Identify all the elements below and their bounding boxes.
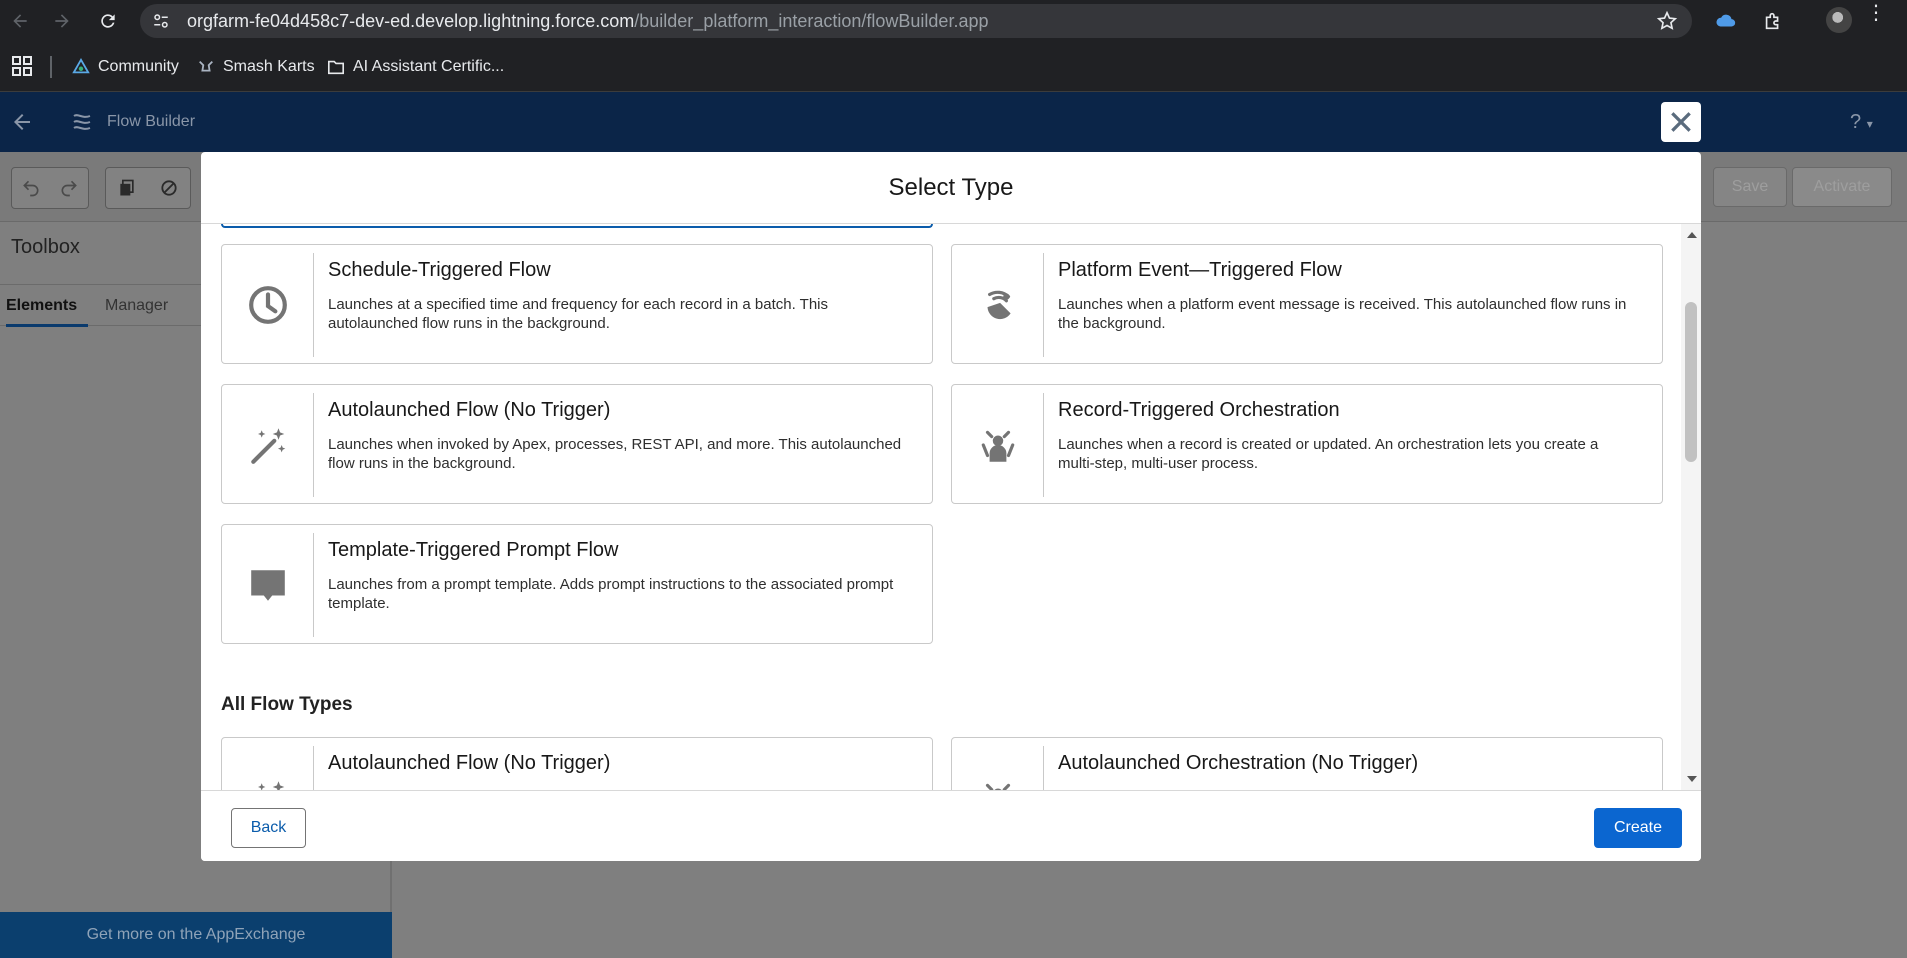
flow-type-card-platform-event[interactable] <box>951 244 1663 364</box>
scroll-up-icon[interactable] <box>1687 232 1697 238</box>
back-button[interactable]: Back <box>231 808 306 848</box>
section-title-all-flow-types: All Flow Types <box>221 694 353 715</box>
url-text <box>187 4 988 38</box>
apps-grid-icon[interactable] <box>12 56 32 76</box>
url-host: orgfarm-fe04d458c7-dev-ed.develop.lightning.force.com <box>187 11 635 31</box>
profile-avatar[interactable] <box>1826 7 1852 33</box>
browser-toolbar <box>0 0 1907 42</box>
card-description: Launches at a specified time and frequency for each record in a batch. This autolaunched flow runs in the background. <box>328 296 829 332</box>
modal-scrollbar[interactable] <box>1681 224 1701 790</box>
card-icon-cell <box>952 393 1044 497</box>
browser-menu-icon[interactable]: ⋮ <box>1866 2 1886 24</box>
card-icon-cell <box>222 253 314 357</box>
card-title: Schedule-Triggered Flow <box>328 259 551 281</box>
selected-card-edge <box>221 224 933 228</box>
site-info-icon[interactable] <box>152 12 170 30</box>
chat-bubble-icon <box>247 564 289 606</box>
folder-icon <box>327 58 345 76</box>
help-menu[interactable] <box>1850 92 1873 152</box>
bookmark-folder-ai-assistant[interactable] <box>327 42 504 92</box>
platform-event-icon <box>977 284 1019 326</box>
flow-builder-icon <box>70 110 94 134</box>
card-title: Autolaunched Flow (No Trigger) <box>328 399 611 421</box>
toolbox-title: Toolbox <box>11 236 80 258</box>
copy-icon[interactable] <box>106 168 148 208</box>
bookmark-smash-karts[interactable] <box>197 42 315 92</box>
scroll-down-icon[interactable] <box>1687 776 1697 782</box>
bookmark-label: AI Assistant Certific... <box>353 58 505 75</box>
card-description: Launches from a prompt template. Adds prompt instructions to the associated prompt template. <box>328 576 894 612</box>
modal-close-button[interactable] <box>1661 102 1701 142</box>
modal-title: Select Type <box>888 174 1014 201</box>
redo-icon[interactable] <box>50 168 88 208</box>
create-button[interactable]: Create <box>1594 808 1682 848</box>
bookmarks-bar <box>0 42 1907 92</box>
scrollbar-thumb[interactable] <box>1685 302 1697 462</box>
browser-forward-icon[interactable] <box>48 7 76 35</box>
card-icon-cell <box>222 393 314 497</box>
disable-icon[interactable] <box>148 168 190 208</box>
bookmark-star-icon[interactable] <box>1656 10 1678 32</box>
bookmark-label: Community <box>98 58 179 75</box>
card-description: Launches when a platform event message is received. This autolaunched flow runs in the background. <box>1058 296 1627 332</box>
close-icon <box>1668 109 1694 135</box>
card-description: Launches when invoked by Apex, processes, REST API, and more. This autolaunched flow runs in the background. <box>328 436 902 472</box>
back-arrow-icon[interactable] <box>10 110 34 134</box>
flow-type-card-template-triggered-prompt[interactable] <box>221 524 933 644</box>
bookmark-label: Smash Karts <box>223 58 315 75</box>
tab-elements[interactable]: Elements <box>6 285 88 327</box>
flow-type-card-all-autolaunched-orchestration[interactable] <box>951 737 1663 790</box>
flow-type-card-autolaunched[interactable] <box>221 384 933 504</box>
tab-manager[interactable]: Manager <box>105 297 169 314</box>
flow-type-card-schedule-triggered[interactable] <box>221 244 933 364</box>
flow-type-card-record-triggered-orchestration[interactable] <box>951 384 1663 504</box>
bookmarks-separator <box>50 56 52 78</box>
card-title: Template-Triggered Prompt Flow <box>328 539 619 561</box>
undo-redo-group <box>11 167 89 209</box>
card-icon-cell <box>952 746 1044 790</box>
modal-footer <box>201 790 1701 861</box>
card-title: Platform Event—Triggered Flow <box>1058 259 1342 281</box>
community-icon <box>72 58 90 76</box>
reload-icon[interactable] <box>94 7 122 35</box>
appexchange-link[interactable]: Get more on the AppExchange <box>0 912 392 958</box>
flow-type-card-all-autolaunched[interactable] <box>221 737 933 790</box>
extensions-puzzle-icon[interactable] <box>1762 10 1784 32</box>
modal-body <box>201 224 1701 790</box>
activate-button[interactable]: Activate <box>1792 167 1892 207</box>
app-header <box>0 92 1907 152</box>
orchestration-icon <box>977 777 1019 790</box>
card-description: Launches when a record is created or updated. An orchestration lets you create a multi-step, multi-user process. <box>1058 436 1599 472</box>
card-title: Autolaunched Flow (No Trigger) <box>328 752 611 774</box>
clock-icon <box>247 284 289 326</box>
save-button[interactable]: Save <box>1713 167 1787 207</box>
card-title: Record-Triggered Orchestration <box>1058 399 1340 421</box>
cloud-extension-icon[interactable] <box>1715 10 1737 32</box>
address-bar[interactable] <box>140 4 1692 38</box>
app-title: Flow Builder <box>107 113 196 130</box>
orchestration-icon <box>977 424 1019 466</box>
card-title: Autolaunched Orchestration (No Trigger) <box>1058 752 1419 774</box>
help-icon: ? <box>1850 111 1862 133</box>
copy-disable-group <box>105 167 191 209</box>
browser-back-icon[interactable] <box>6 7 34 35</box>
select-type-modal <box>201 152 1701 861</box>
modal-header <box>201 152 1701 224</box>
magic-wand-icon <box>247 777 289 790</box>
magic-wand-icon <box>247 424 289 466</box>
card-icon-cell <box>222 533 314 637</box>
chevron-down-icon: ▾ <box>1866 117 1873 131</box>
smash-karts-icon <box>197 58 215 76</box>
bookmark-community[interactable] <box>72 42 179 92</box>
url-path: /builder_platform_interaction/flowBuilder.app <box>634 11 989 31</box>
card-icon-cell <box>222 746 314 790</box>
undo-icon[interactable] <box>12 168 50 208</box>
card-icon-cell <box>952 253 1044 357</box>
